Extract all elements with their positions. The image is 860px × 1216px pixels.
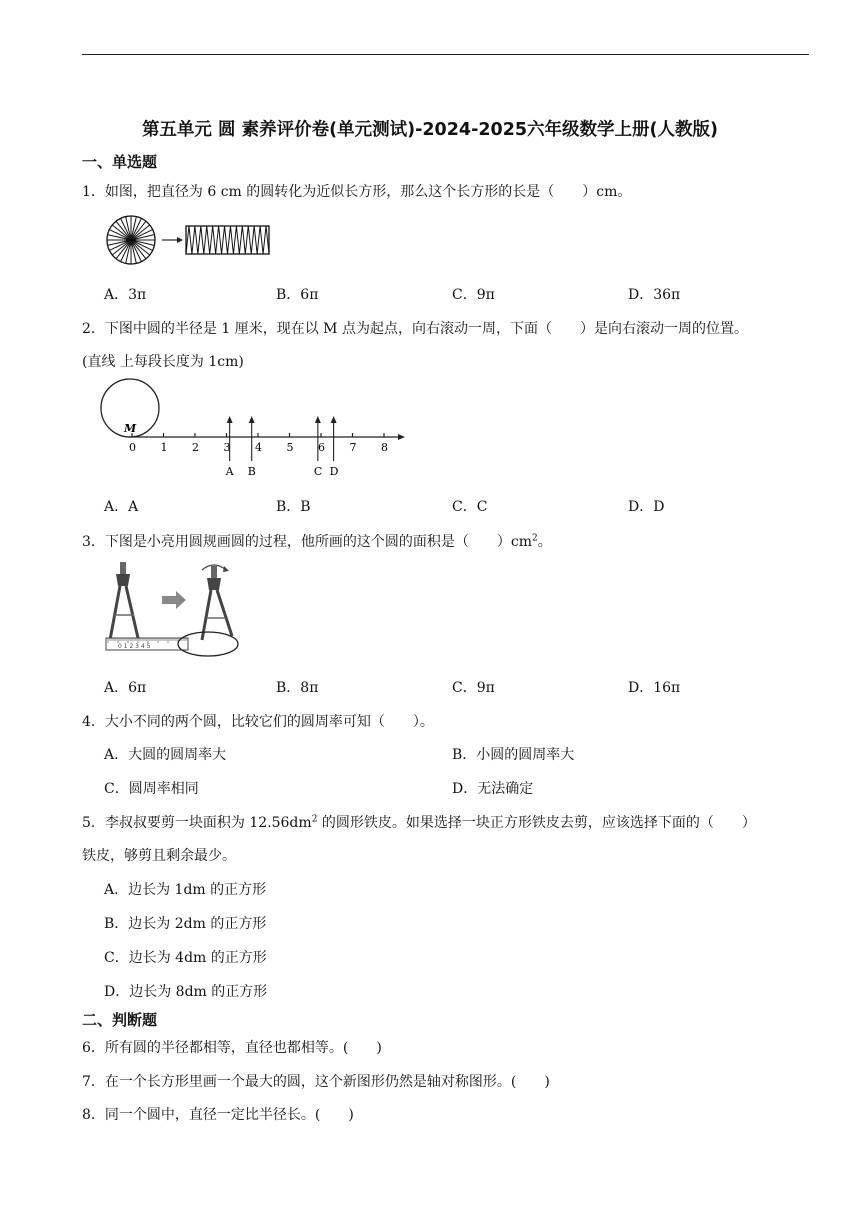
tick-label: 0	[129, 441, 136, 454]
question-7-text: 7．在一个长方形里画一个最大的圆，这个新图形仍然是轴对称图形。( )	[82, 1074, 550, 1090]
question-2-figure	[100, 384, 410, 484]
question-2-text-line2: (直线 上每段长度为 1cm)	[82, 354, 244, 370]
question-5-option-c[interactable]: C．边长为 4dm 的正方形	[104, 950, 267, 966]
question-8-text: 8．同一个圆中，直径一定比半径长。( )	[82, 1107, 354, 1123]
tick-label: 7	[349, 441, 357, 454]
question-1-text: 1．如图，把直径为 6 cm 的圆转化为近似长方形，那么这个长方形的长是（ ）cm。	[82, 184, 632, 200]
question-3-figure	[104, 560, 254, 664]
question-4-option-a[interactable]: A．大圆的圆周率大	[104, 747, 227, 763]
arrow-label-c: C	[313, 465, 323, 478]
tick-label: 2	[192, 441, 199, 454]
header-rule	[82, 54, 809, 55]
question-2-option-a[interactable]: A．A	[104, 499, 139, 515]
section-heading-single-choice: 一、单选题	[82, 153, 158, 171]
question-2-option-b[interactable]: B．B	[276, 499, 311, 515]
question-5-text: 5．李叔叔要剪一块面积为 $12.56dm^2$ 的圆形铁皮。如果选择一块正方形铁皮去剪，应该选择下面的（ ）	[82, 814, 756, 831]
arrow-label-a: A	[225, 465, 234, 478]
point-m-label: M	[124, 422, 137, 435]
question-3-option-a[interactable]: A．6π	[104, 680, 147, 696]
question-6-text: 6．所有圆的半径都相等，直径也都相等。( )	[82, 1040, 382, 1056]
tick-label: 1	[160, 441, 168, 454]
question-1-option-b[interactable]: B．6π	[276, 287, 319, 303]
question-5-text-line2: 铁皮，够剪且剩余最少。	[82, 848, 236, 864]
question-4-option-b[interactable]: B．小圆的圆周率大	[452, 747, 575, 763]
question-4-option-d[interactable]: D．无法确定	[452, 781, 534, 797]
question-5-option-b[interactable]: B．边长为 2dm 的正方形	[104, 916, 267, 932]
tick-label: 5	[286, 441, 294, 454]
tick-label: 4	[255, 441, 262, 454]
question-2-option-d[interactable]: D．D	[628, 499, 665, 515]
arrow-label-b: B	[247, 465, 256, 478]
ruler-marks: 0 1 2 3 4 5	[118, 643, 151, 650]
question-3-text: 3．下图是小亮用圆规画圆的过程，他所画的这个圆的面积是（ ）$cm^2$。	[82, 533, 552, 550]
question-1-option-d[interactable]: D．36π	[628, 287, 681, 303]
page-title: 第五单元 圆 素养评价卷(单元测试)-2024-2025六年级数学上册(人教版)	[141, 120, 719, 140]
question-1-option-c[interactable]: C．9π	[452, 287, 495, 303]
section-heading-true-false: 二、判断题	[82, 1011, 158, 1029]
question-2-text: 2．下图中圆的半径是 1 厘米，现在以 M 点为起点，向右滚动一周，下面（ ）是向右滚动一周的位置。	[82, 321, 748, 337]
question-1-figure	[104, 214, 274, 268]
question-3-option-d[interactable]: D．16π	[628, 680, 681, 696]
question-4-option-c[interactable]: C．圆周率相同	[104, 781, 199, 797]
arrow-label-d: D	[329, 465, 339, 478]
question-2-option-c[interactable]: C．C	[452, 499, 488, 515]
tick-label: 3	[223, 441, 231, 454]
question-3-option-b[interactable]: B．8π	[276, 680, 319, 696]
tick-label: 6	[318, 441, 325, 454]
question-5-option-a[interactable]: A．边长为 1dm 的正方形	[104, 882, 267, 898]
question-3-option-c[interactable]: C．9π	[452, 680, 495, 696]
tick-label: 8	[381, 441, 388, 454]
question-4-text: 4．大小不同的两个圆，比较它们的圆周率可知（ ）。	[82, 714, 434, 730]
question-1-option-a[interactable]: A．3π	[104, 287, 147, 303]
question-5-option-d[interactable]: D．边长为 8dm 的正方形	[104, 984, 268, 1000]
